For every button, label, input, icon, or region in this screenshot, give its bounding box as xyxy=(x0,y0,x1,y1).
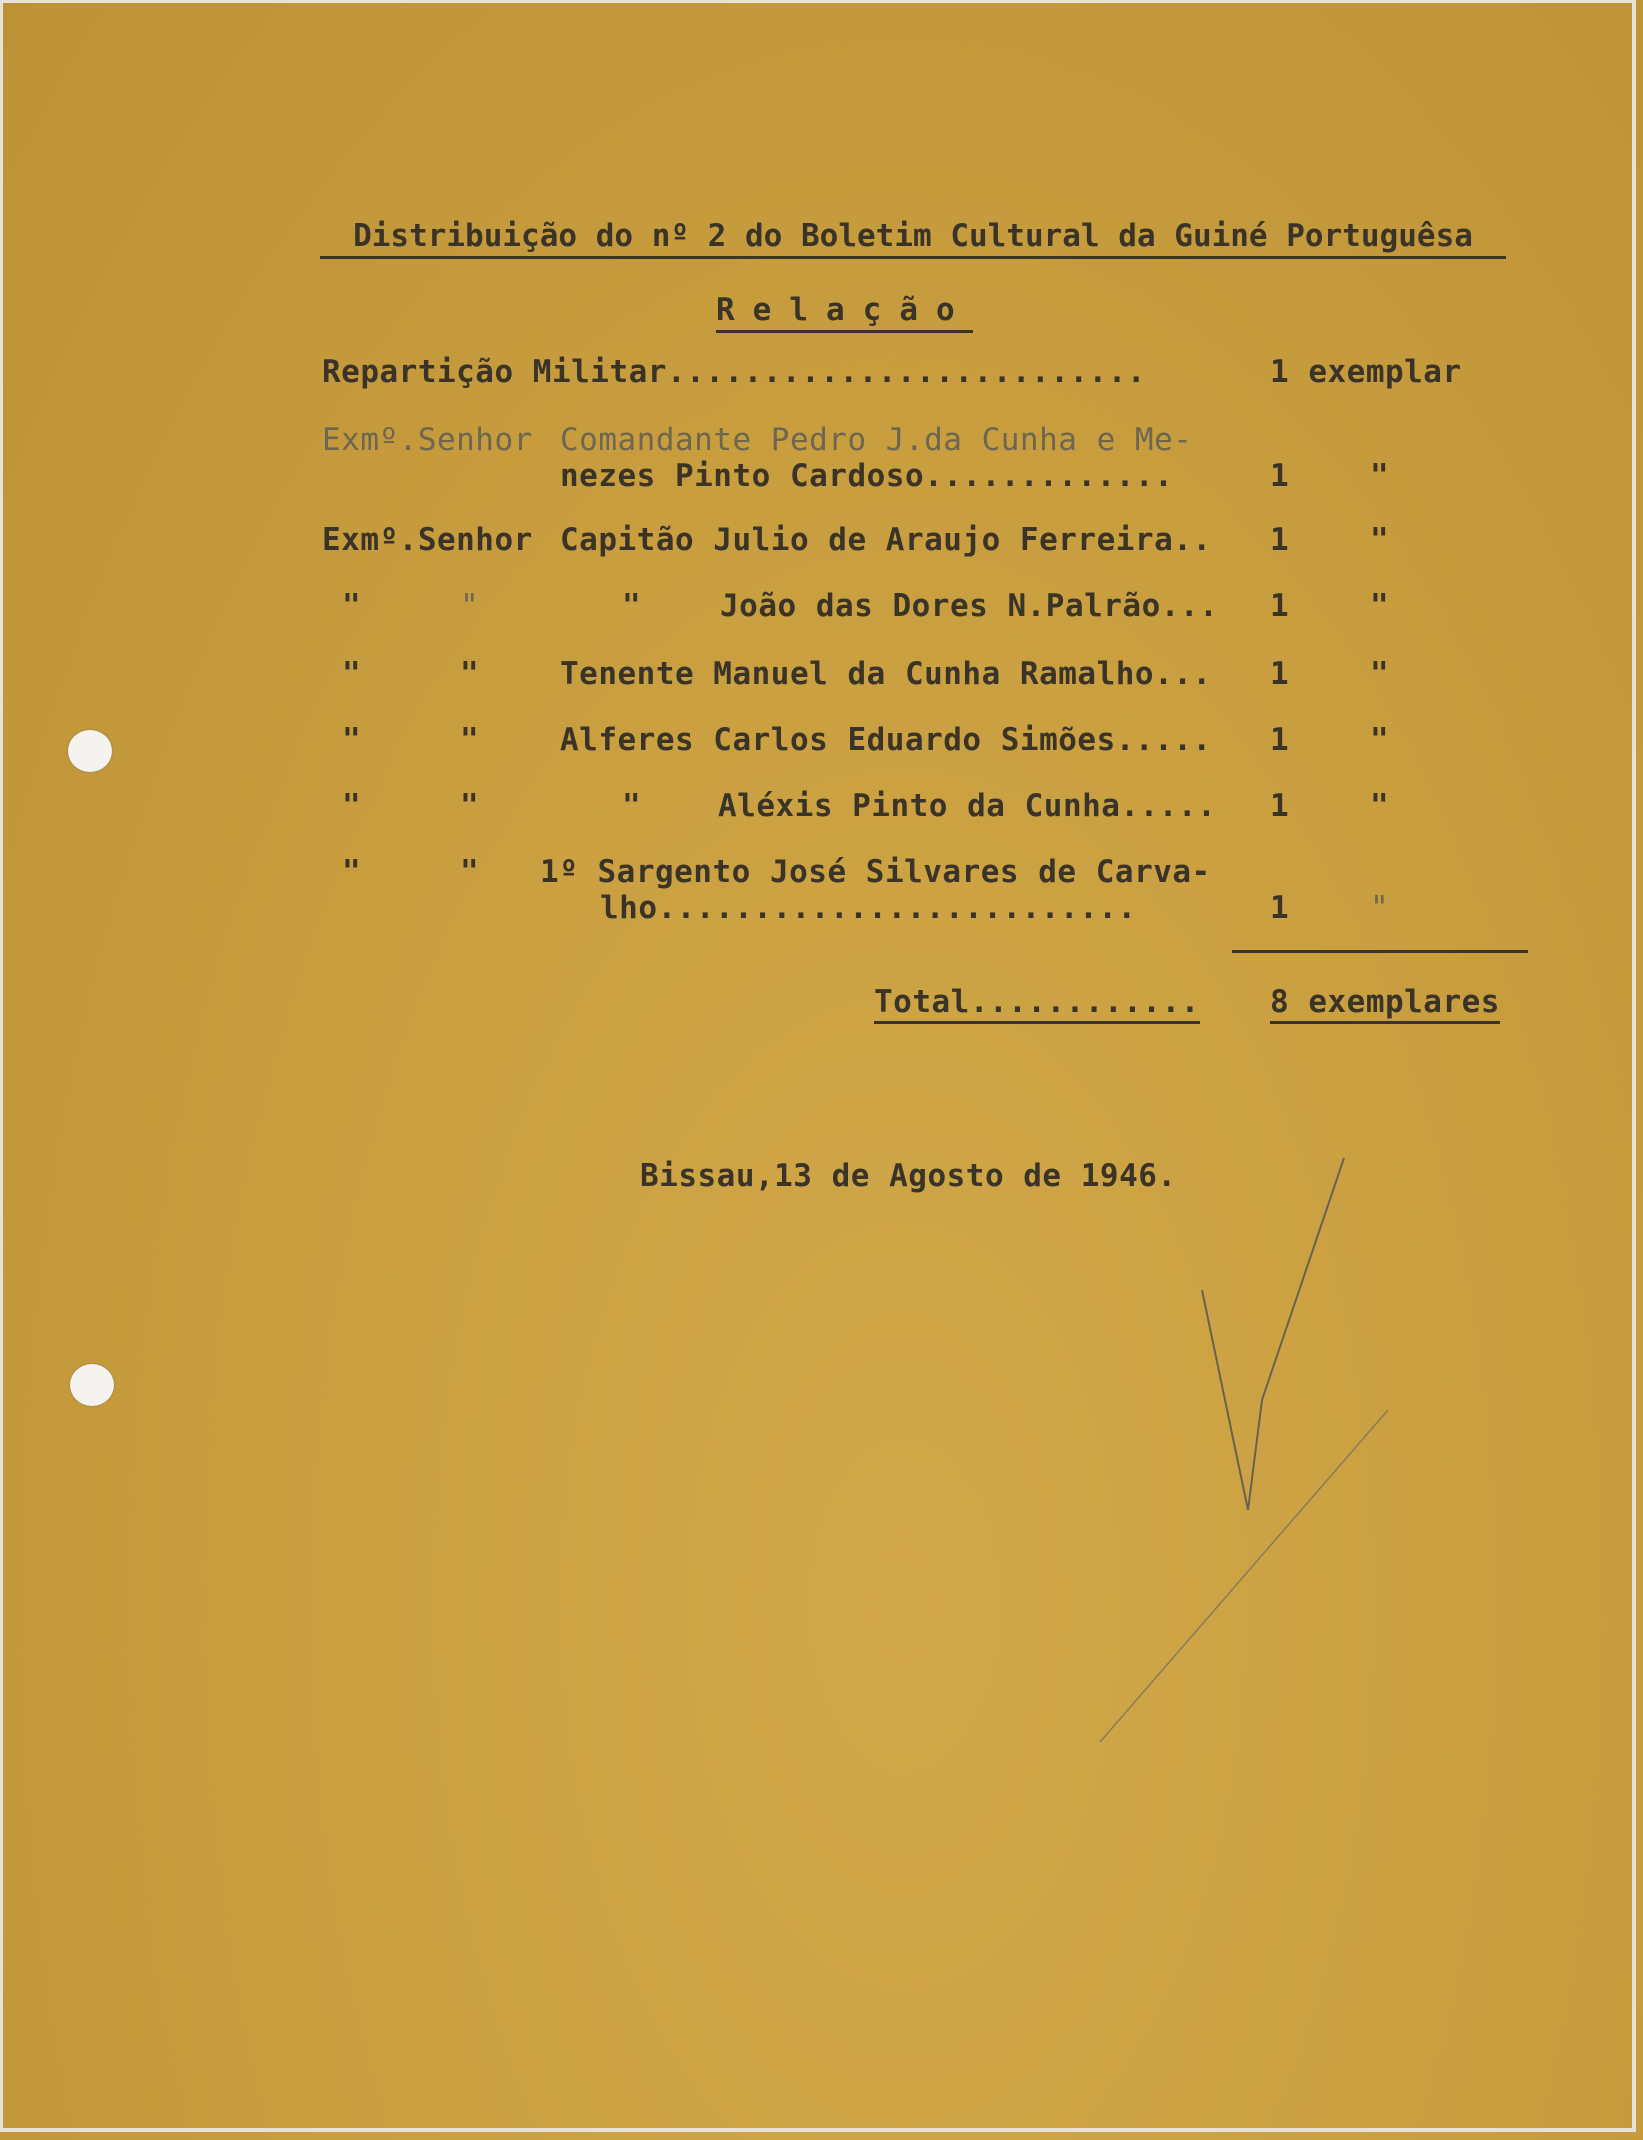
entry-unit-ditto: " xyxy=(1370,722,1390,758)
entry-name-continued: nezes Pinto Cardoso............. xyxy=(560,458,1174,494)
entry-quantity: 1 xyxy=(1270,522,1290,558)
document-title: Distribuição do nº 2 do Boletim Cultural da Guiné Portuguêsa xyxy=(320,218,1506,259)
entry-unit-ditto: " xyxy=(1370,890,1390,926)
entry-name: Capitão Julio de Araujo Ferreira.. xyxy=(560,522,1212,558)
entry-prefix: Exmº.Senhor xyxy=(322,422,533,458)
entry-quantity: 1 xyxy=(1270,588,1290,624)
date-line: Bissau,13 de Agosto de 1946. xyxy=(640,1158,1177,1194)
ditto-mark: " xyxy=(460,788,480,824)
entry-quantity: 1 exemplar xyxy=(1270,354,1462,390)
entry-unit-ditto: " xyxy=(1370,458,1390,494)
entry-unit-ditto: " xyxy=(1370,588,1390,624)
ditto-mark: " xyxy=(622,588,642,624)
total-value: 8 exemplares xyxy=(1270,984,1500,1024)
ditto-mark: " xyxy=(342,854,362,890)
entry-quantity: 1 xyxy=(1270,656,1290,692)
ditto-mark: " xyxy=(342,656,362,692)
ditto-mark: " xyxy=(460,854,480,890)
ditto-mark: " xyxy=(622,788,642,824)
entry-name: Repartição Militar......................... xyxy=(322,354,1147,390)
entry-unit-ditto: " xyxy=(1370,656,1390,692)
entry-quantity: 1 xyxy=(1270,458,1290,494)
ditto-mark: " xyxy=(342,722,362,758)
entry-name: Comandante Pedro J.da Cunha e Me- xyxy=(560,422,1193,458)
entry-prefix: Exmº.Senhor xyxy=(322,522,533,558)
ditto-mark: " xyxy=(460,656,480,692)
entry-unit-ditto: " xyxy=(1370,788,1390,824)
total-label: Total............ xyxy=(874,984,1200,1024)
entry-name: João das Dores N.Palrão... xyxy=(720,588,1219,624)
entry-name: 1º Sargento José Silvares de Carva- xyxy=(540,854,1211,890)
ditto-mark: " xyxy=(342,788,362,824)
entry-name: Tenente Manuel da Cunha Ramalho... xyxy=(560,656,1212,692)
document-subtitle: Relação xyxy=(716,292,973,333)
entry-unit-ditto: " xyxy=(1370,522,1390,558)
entry-name: Aléxis Pinto da Cunha..... xyxy=(718,788,1217,824)
entry-quantity: 1 xyxy=(1270,722,1290,758)
ditto-mark: " xyxy=(460,588,480,624)
entry-name: Alferes Carlos Eduardo Simões..... xyxy=(560,722,1212,758)
ditto-mark: " xyxy=(460,722,480,758)
entry-quantity: 1 xyxy=(1270,890,1290,926)
ditto-mark: " xyxy=(342,588,362,624)
entry-name-continued: lho......................... xyxy=(600,890,1137,926)
entry-quantity: 1 xyxy=(1270,788,1290,824)
